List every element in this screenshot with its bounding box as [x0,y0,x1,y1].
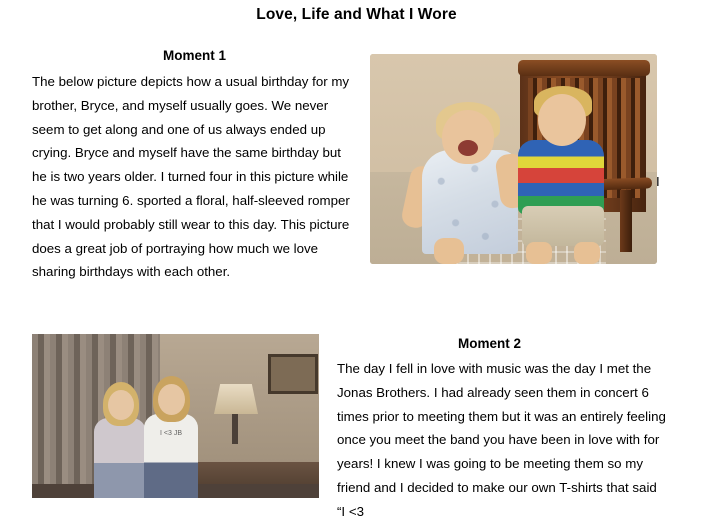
photo2-lamp-shade [214,384,258,414]
photo1-boy-shorts [522,206,604,246]
photo-birthday-siblings [370,54,657,264]
page-title: Love, Life and What I Wore [256,6,457,23]
stray-text-mark: I [656,174,660,189]
photo1-girl-mouth [458,140,478,156]
photo1-boy-leg-left [526,242,552,264]
section-heading-moment-1: Moment 1 [163,48,227,63]
photo2-girl-right-body [144,414,198,498]
photo2-lamp-arm [232,414,238,444]
photo1-chair-crest [518,60,650,76]
section-body-moment-1: The below picture depicts how a usual birthday for my brother, Bryce, and myself usually goes. We never seem to get along and one of us always ended up crying. Bryce and myself have the same birthday but he is two years older. I turned four in this picture while he was turning 6. sported a floral, half-sleeved romper that I would probably still wear to this day. This picture does a great job of portraying how much we love sharing birthdays with each other. [32,74,350,280]
photo2-girl-right-head [158,384,185,415]
photo1-boy-head [538,94,586,146]
section-body-moment-2: The day I fell in love with music was the day I met the Jonas Brothers. I had already seen them in concert 6 times prior to meeting them but it was an entirely feeling once you meet the band you have been in love with for years! I knew I was going to be meeting them so my friend and I decided to make our own T-shirts that said “I <3 [337,361,666,519]
photo1-girl-leg [434,238,464,264]
photo2-girl-left-head [108,390,134,420]
photo-hotel-room-girls [32,334,319,498]
section-heading-moment-2: Moment 2 [458,336,522,351]
photo2-shirt-text: I <3 JB [160,430,182,437]
photo2-girl-left-body [94,418,146,498]
photo1-boy-leg-right [574,242,600,264]
photo1-chair-leg [620,190,632,252]
photo1-boy-shirt [518,140,604,214]
photo2-wall-picture [268,354,318,394]
